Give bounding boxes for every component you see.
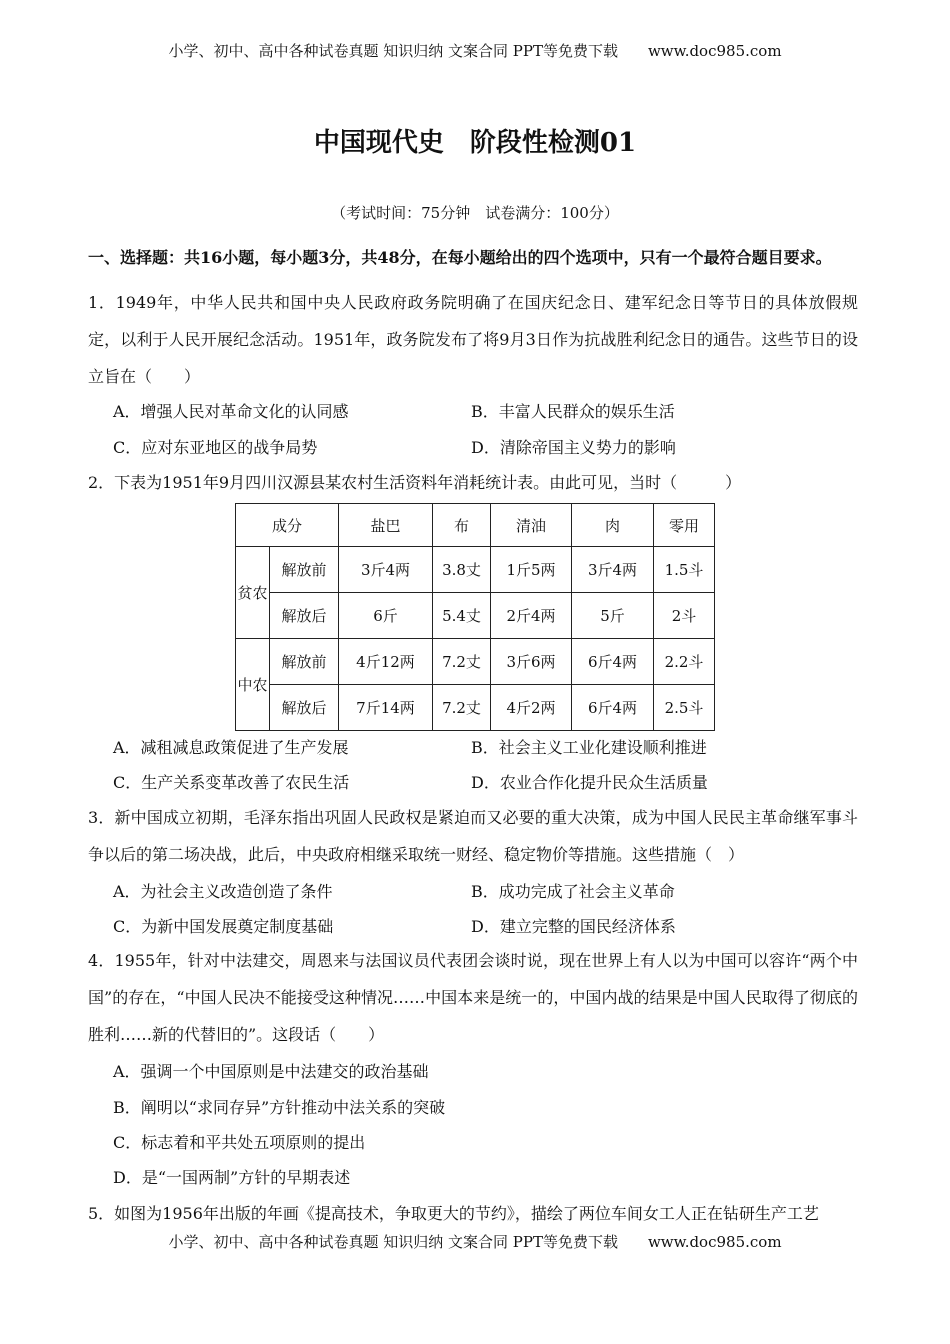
table-cell: 1.5斗: [654, 547, 715, 593]
group-label-middle-peasant: 中农: [236, 639, 270, 731]
table-cell: 3斤4两: [572, 547, 654, 593]
table-row: [236, 547, 715, 593]
q3-option-b: B．成功完成了社会主义革命: [471, 882, 675, 901]
table-cell: 2.2斗: [654, 639, 715, 685]
table-cell: 2斗: [654, 593, 715, 639]
table-cell: 6斤4两: [572, 685, 654, 731]
footer-text: 小学、初中、高中各种试卷真题 知识归纳 文案合同 PPT等免费下载: [168, 1233, 618, 1251]
consumption-table: [235, 503, 715, 731]
table-cell: 解放前: [270, 547, 339, 593]
header-text: 小学、初中、高中各种试卷真题 知识归纳 文案合同 PPT等免费下载: [168, 42, 618, 60]
q4-option-d: D．是“一国两制”方针的早期表述: [113, 1168, 351, 1187]
section-heading: 一、选择题：共16小题，每小题3分，共48分，在每小题给出的四个选项中，只有一个最符合题目要求。: [88, 248, 832, 267]
table-cell: 1斤5两: [491, 547, 572, 593]
table-row: [236, 685, 715, 731]
q3-option-a: A．为社会主义改造创造了条件: [113, 882, 333, 901]
q2-option-c: C．生产关系变革改善了农民生活: [113, 773, 350, 792]
header-url[interactable]: www.doc985.com: [647, 42, 782, 60]
table-cell: 3.8丈: [433, 547, 491, 593]
table-cell: 2斤4两: [491, 593, 572, 639]
table-cell: 5斤: [572, 593, 654, 639]
question-5-stem: 5．如图为1956年出版的年画《提高技术，争取更大的节约》，描绘了两位车间女工人正在钻研生产工艺: [88, 1204, 819, 1223]
table-header-row: [236, 504, 715, 547]
table-header-cell: 清油: [491, 504, 572, 547]
table-cell: 7.2丈: [433, 685, 491, 731]
question-2-stem: 2．下表为1951年9月四川汉源县某农村生活资料年消耗统计表。由此可见，当时（ ）: [88, 473, 742, 492]
question-1-stem: 1．1949年，中华人民共和国中央人民政府政务院明确了在国庆纪念日、建军纪念日等节日的具体放假规定，以利于人民开展纪念活动。1951年，政务院发布了将9月3日作为抗战胜利纪念日的通告。这些节日的设立旨在（ ）: [88, 293, 858, 386]
table-cell: 解放前: [270, 639, 339, 685]
table-cell: 2.5斗: [654, 685, 715, 731]
table-cell: 3斤4两: [339, 547, 433, 593]
question-3-stem: 3．新中国成立初期，毛泽东指出巩固人民政权是紧迫而又必要的重大决策，成为中国人民民主革命继军事斗争以后的第二场决战，此后，中央政府相继采取统一财经、稳定物价等措施。这些措施（ ）: [88, 808, 858, 864]
table-cell: 4斤12两: [339, 639, 433, 685]
table-header-cell: 盐巴: [339, 504, 433, 547]
table-header-cell: 成分: [236, 504, 339, 547]
question-4-stem: 4．1955年，针对中法建交，周恩来与法国议员代表团会谈时说，现在世界上有人以为中国可以容许“两个中国”的存在，“中国人民决不能接受这种情况……中国本来是统一的，中国内战的结果是中国人民取得了彻底的胜利……新的代替旧的”。这段话（ ）: [88, 951, 858, 1044]
page-title: 中国现代史 阶段性检测01: [313, 128, 637, 158]
table-cell: 解放后: [270, 685, 339, 731]
q4-option-a: A．强调一个中国原则是中法建交的政治基础: [113, 1062, 429, 1081]
table-cell: 7斤14两: [339, 685, 433, 731]
table-cell: 6斤4两: [572, 639, 654, 685]
table-header-cell: 肉: [572, 504, 654, 547]
q2-option-a: A．减租减息政策促进了生产发展: [113, 738, 349, 757]
table-cell: 5.4丈: [433, 593, 491, 639]
table-cell: 7.2丈: [433, 639, 491, 685]
table-header-cell: 布: [433, 504, 491, 547]
table-row: [236, 593, 715, 639]
group-label-poor-peasant: 贫农: [236, 547, 270, 639]
q2-option-b: B．社会主义工业化建设顺利推进: [471, 738, 707, 757]
table-cell: 6斤: [339, 593, 433, 639]
table-row: [236, 639, 715, 685]
page-footer: [0, 1231, 950, 1252]
table-header-cell: 零用: [654, 504, 715, 547]
q1-option-a: A．增强人民对革命文化的认同感: [113, 402, 349, 421]
q1-option-d: D．清除帝国主义势力的影响: [471, 438, 676, 457]
exam-info: （考试时间：75分钟 试卷满分：100分）: [331, 204, 619, 222]
table-cell: 4斤2两: [491, 685, 572, 731]
q2-option-d: D．农业合作化提升民众生活质量: [471, 773, 708, 792]
table-cell: 解放后: [270, 593, 339, 639]
q3-option-d: D．建立完整的国民经济体系: [471, 917, 676, 936]
table-cell: 3斤6两: [491, 639, 572, 685]
q3-option-c: C．为新中国发展奠定制度基础: [113, 917, 334, 936]
footer-url[interactable]: www.doc985.com: [647, 1233, 782, 1251]
q4-option-b: B．阐明以“求同存异”方针推动中法关系的突破: [113, 1098, 446, 1117]
q1-option-b: B．丰富人民群众的娱乐生活: [471, 402, 675, 421]
q1-option-c: C．应对东亚地区的战争局势: [113, 438, 318, 457]
page-header: [0, 40, 950, 61]
q4-option-c: C．标志着和平共处五项原则的提出: [113, 1133, 366, 1152]
